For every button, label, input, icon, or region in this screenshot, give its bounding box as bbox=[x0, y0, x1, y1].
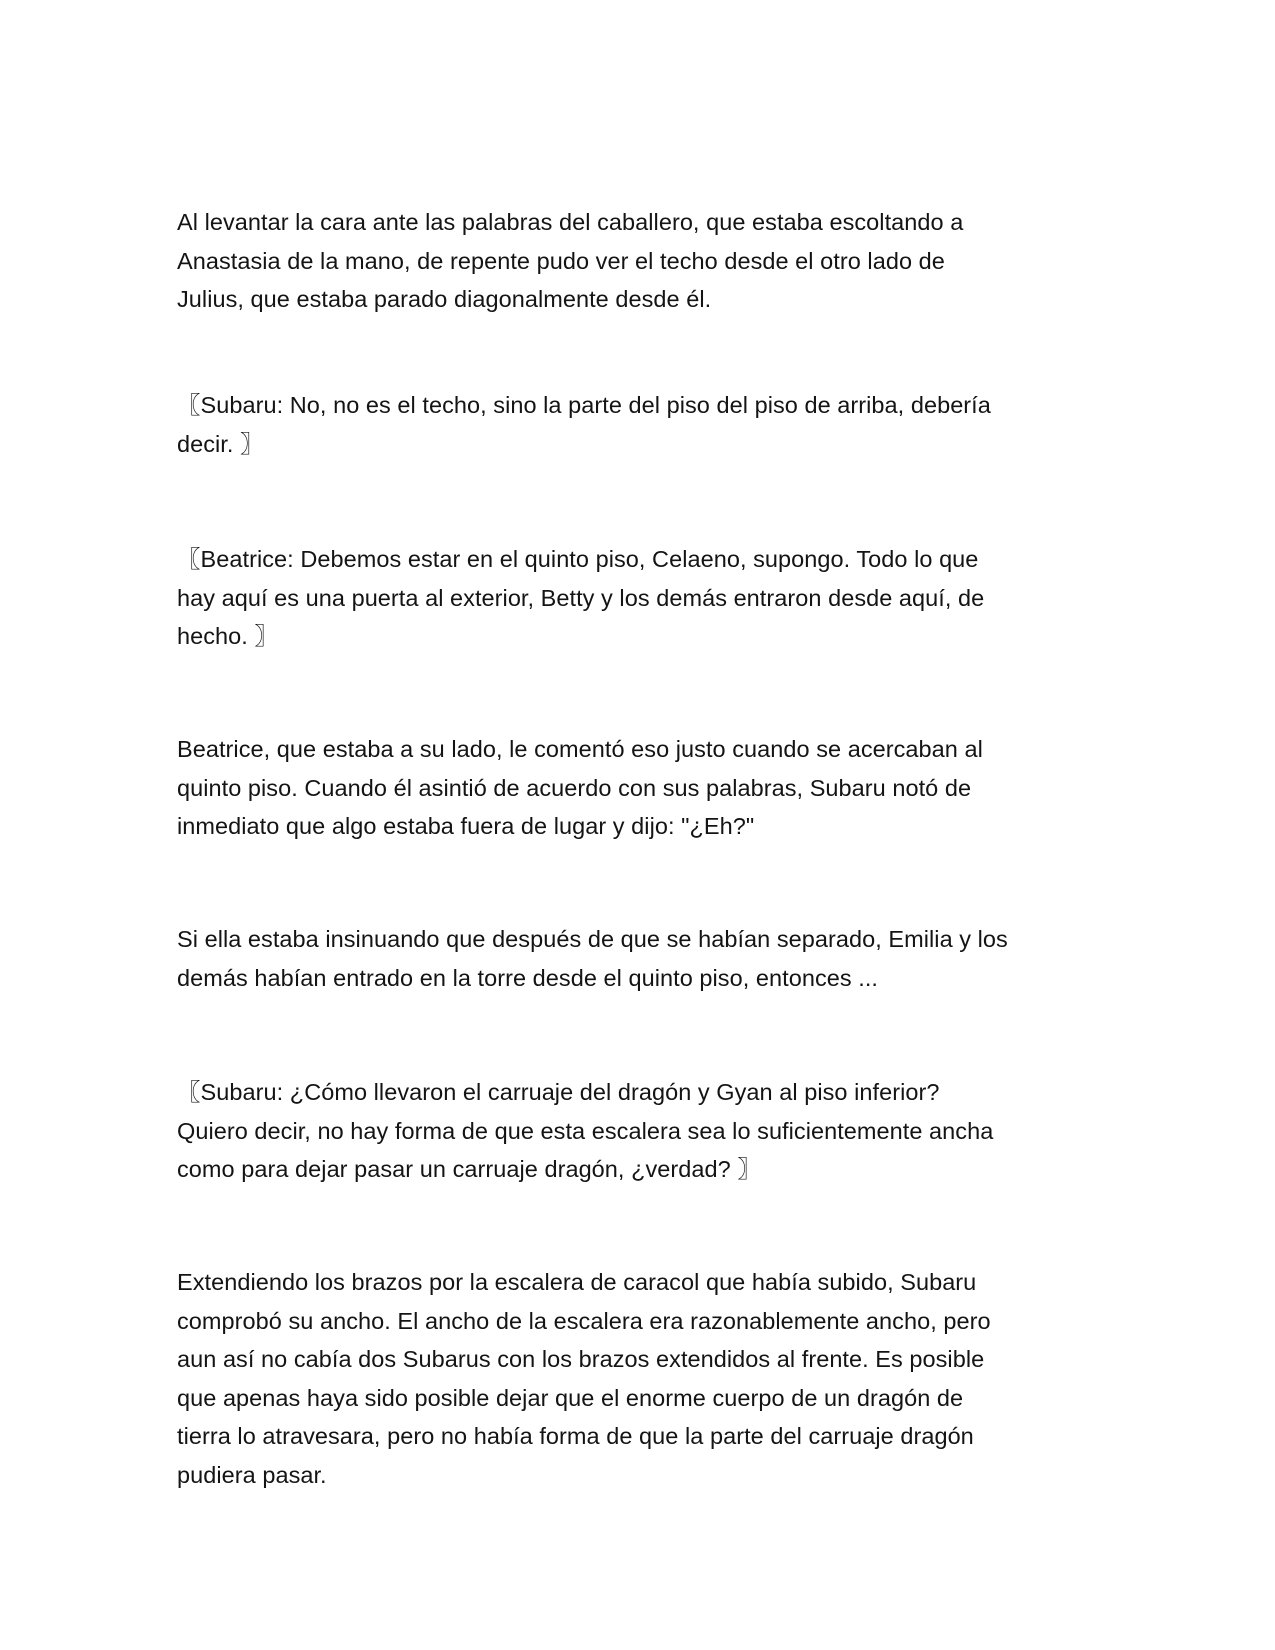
paragraph-narration-2 bbox=[177, 730, 1117, 846]
text-line: Si ella estaba insinuando que después de que se habían separado, Emilia y los bbox=[177, 926, 1008, 952]
text-line: 〖Subaru: No, no es el techo, sino la parte del piso del piso de arriba, debería bbox=[177, 392, 991, 418]
text-line: como para dejar pasar un carruaje dragón, ¿verdad? 〗 bbox=[177, 1156, 761, 1182]
paragraph-narration-3 bbox=[177, 920, 1117, 997]
text-line: Quiero decir, no hay forma de que esta escalera sea lo suficientemente ancha bbox=[177, 1117, 994, 1144]
text-line: inmediato que algo estaba fuera de lugar y dijo: "¿Eh?" bbox=[177, 813, 755, 839]
paragraph-narration-1 bbox=[177, 203, 1117, 319]
text-line: decir. 〗 bbox=[177, 430, 264, 457]
text-line: Beatrice, que estaba a su lado, le comentó eso justo cuando se acercaban al bbox=[177, 736, 983, 762]
paragraph-dialogue-subaru-2 bbox=[177, 1073, 1117, 1189]
text-line: pudiera pasar. bbox=[177, 1461, 327, 1488]
text-line: quinto piso. Cuando él asintió de acuerdo con sus palabras, Subaru notó de bbox=[177, 774, 972, 801]
text-line: Julius, que estaba parado diagonalmente desde él. bbox=[177, 286, 712, 312]
paragraph-dialogue-subaru-1 bbox=[177, 386, 1117, 463]
paragraph-dialogue-beatrice bbox=[177, 540, 1117, 656]
text-line: 〖Subaru: ¿Cómo llevaron el carruaje del dragón y Gyan al piso inferior? bbox=[177, 1079, 940, 1105]
text-line: demás habían entrado en la torre desde el quinto piso, entonces ... bbox=[177, 964, 878, 991]
text-line: aun así no cabía dos Subarus con los brazos extendidos al frente. Es posible bbox=[177, 1346, 985, 1372]
text-line: tierra lo atravesara, pero no había forma de que la parte del carruaje dragón bbox=[177, 1423, 974, 1449]
text-line: hay aquí es una puerta al exterior, Betty y los demás entraron desde aquí, de bbox=[177, 584, 985, 611]
text-line: Anastasia de la mano, de repente pudo ver el techo desde el otro lado de bbox=[177, 247, 945, 274]
text-line: 〖Beatrice: Debemos estar en el quinto piso, Celaeno, supongo. Todo lo que bbox=[177, 546, 979, 572]
text-line: Extendiendo los brazos por la escalera de caracol que había subido, Subaru bbox=[177, 1269, 977, 1295]
text-line: comprobó su ancho. El ancho de la escalera era razonablemente ancho, pero bbox=[177, 1307, 991, 1334]
text-line: hecho. 〗 bbox=[177, 623, 278, 649]
text-line: que apenas haya sido posible dejar que el enorme cuerpo de un dragón de bbox=[177, 1384, 964, 1411]
paragraph-narration-4 bbox=[177, 1263, 1117, 1494]
text-line: Al levantar la cara ante las palabras del caballero, que estaba escoltando a bbox=[177, 209, 964, 235]
